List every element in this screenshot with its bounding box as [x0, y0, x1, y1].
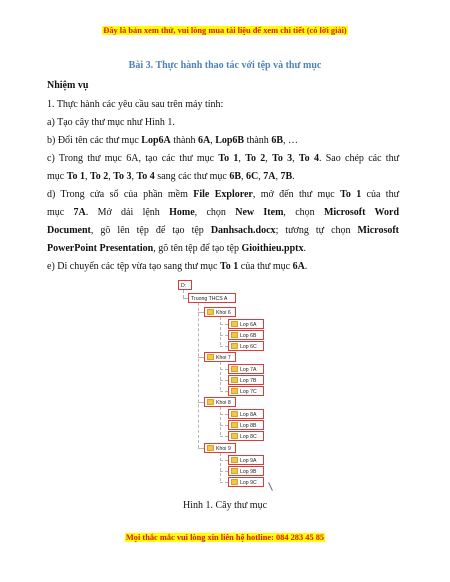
tree-node-class	[228, 431, 264, 441]
text-run: , chọn	[194, 207, 236, 218]
text-run: ,	[108, 171, 114, 182]
text-run: , gõ lên tệp để tạo tệp	[90, 225, 211, 236]
text-run: ,	[210, 135, 216, 146]
folder-icon	[231, 343, 238, 349]
bold-term: To 1	[340, 189, 362, 200]
folder-icon	[207, 445, 214, 451]
folder-icon	[207, 399, 214, 405]
node-label: Khoi 8	[216, 400, 231, 406]
text-run: của thư	[361, 189, 399, 200]
text-run: ,	[275, 171, 281, 182]
text-run: của thư mục	[238, 261, 293, 272]
tree-connector	[220, 414, 228, 415]
bold-term: 6C	[246, 171, 259, 182]
tree-connector	[220, 369, 228, 370]
folder-icon	[207, 354, 214, 360]
folder-icon	[231, 332, 238, 338]
tree-node-class	[228, 386, 264, 396]
text-run: c) Trong thư mục 6A, tạo các thư mục	[47, 153, 219, 164]
tree-connector	[220, 425, 228, 426]
bold-term: PowerPoint Presentation	[47, 243, 154, 254]
text-run: d) Trong cửa sổ của phần mềm	[47, 189, 194, 200]
tree-connector	[220, 335, 228, 336]
folder-icon	[231, 377, 238, 383]
bold-term: To 2	[89, 171, 109, 182]
bold-term: To 2	[245, 153, 266, 164]
node-label: Khoi 6	[216, 310, 231, 316]
text-run: sang các thư mục	[154, 171, 230, 182]
bottom-banner: Mọi thắc mắc vui lòng xin liên hệ hotline: 084 283 45 85	[125, 533, 325, 542]
bold-term: To 3	[113, 171, 132, 182]
page-title: Bài 3. Thực hành thao tác với tệp và thư mục	[128, 60, 322, 71]
tree-node-class	[228, 455, 264, 465]
text-run: , …	[282, 135, 298, 146]
tree-connector	[220, 362, 221, 390]
text-run: ,	[258, 171, 264, 182]
node-label: Lop 6B	[240, 333, 257, 339]
folder-icon	[231, 411, 238, 417]
tree-node-class	[228, 409, 264, 419]
bold-term: File Explorer	[193, 189, 253, 200]
text-line	[47, 116, 399, 129]
bold-term: To 3	[272, 153, 293, 164]
node-label: Lop 6A	[240, 322, 257, 328]
folder-icon	[207, 309, 214, 315]
text-run: ; tương tự chọn	[275, 225, 358, 236]
text-line	[47, 134, 399, 147]
tree-connector	[198, 303, 199, 448]
tree-connector	[220, 482, 228, 483]
text-run: , chọn	[283, 207, 324, 218]
text-run: .	[304, 261, 308, 272]
bold-term: 7A	[73, 207, 86, 218]
text-line	[47, 206, 399, 219]
bold-term: To 1	[66, 171, 85, 182]
text-line	[47, 152, 399, 165]
node-label: Khoi 7	[216, 355, 231, 361]
bold-term: Document	[47, 225, 91, 236]
tree-node-class	[228, 420, 264, 430]
folder-icon	[231, 457, 238, 463]
node-label: Lop 8B	[240, 423, 257, 429]
bold-term: 6A	[197, 135, 211, 146]
bold-term: To 1	[218, 153, 239, 164]
tree-node-class	[228, 364, 264, 374]
folder-icon	[231, 388, 238, 394]
node-label: Lop 7A	[240, 367, 257, 373]
tree-node-grade	[204, 397, 236, 407]
bold-term: 7B	[280, 171, 293, 182]
text-run: , gõ tên tệp để tạo tệp	[153, 243, 242, 254]
node-label: Lop 7B	[240, 378, 257, 384]
node-label: Lop 6C	[240, 344, 257, 350]
bold-term: Microsoft Word	[323, 207, 400, 218]
bold-term: 6A	[292, 261, 305, 272]
tree-connector	[220, 380, 228, 381]
directory-tree-figure	[176, 276, 276, 494]
text-run: 1. Thực hành các yêu cầu sau trên máy tính:	[47, 99, 224, 110]
bold-term: Home	[169, 207, 195, 218]
tree-connector	[220, 407, 221, 435]
tree-node-class	[228, 466, 264, 476]
text-run: a) Tạo cây thư mục như Hình 1.	[47, 117, 175, 128]
text-line	[47, 242, 399, 255]
bold-term: Danhsach.docx	[210, 225, 276, 236]
tree-node-grade	[204, 307, 236, 317]
bold-term: 7A	[263, 171, 276, 182]
text-run: e) Di chuyển các tệp vừa tạo sang thư mục	[47, 261, 220, 272]
tree-node-grade	[204, 352, 236, 362]
tree-node-class	[228, 341, 264, 351]
folder-icon	[231, 433, 238, 439]
bold-term: 6B	[271, 135, 283, 146]
text-line	[47, 98, 399, 111]
text-run: , mở đến thư mục	[252, 189, 341, 200]
bold-term: Microsoft	[357, 225, 399, 236]
text-run: ,	[238, 153, 246, 164]
bold-term: To 4	[298, 153, 319, 164]
tree-node-class	[228, 319, 264, 329]
folder-icon	[231, 321, 238, 327]
tree-connector	[220, 324, 228, 325]
tree-connector	[220, 317, 221, 345]
tree-connector	[183, 298, 188, 299]
folder-icon	[231, 422, 238, 428]
text-run: ,	[241, 171, 247, 182]
text-run: . Mở dải lệnh	[85, 207, 170, 218]
text-run: mục	[47, 171, 67, 182]
node-label: Lop 9A	[240, 458, 257, 464]
tree-connector	[220, 346, 228, 347]
bold-term: Gioithieu.pptx	[241, 243, 304, 254]
text-run: mục	[47, 207, 74, 218]
folder-icon	[231, 468, 238, 474]
tree-node-root	[178, 280, 192, 290]
folder-icon	[231, 366, 238, 372]
text-run: ,	[131, 171, 137, 182]
tree-node-grade	[204, 443, 236, 453]
figure-caption: Hình 1. Cây thư mục	[182, 500, 268, 511]
text-run: .	[303, 243, 306, 254]
text-run: ,	[84, 171, 90, 182]
node-label: Truong THCS A	[191, 296, 228, 302]
node-label: Khoi 9	[216, 446, 231, 452]
text-run: . Sao chép các thư	[318, 153, 399, 164]
section-heading: Nhiệm vụ	[47, 80, 89, 91]
tree-connector	[183, 290, 184, 298]
tree-node-class	[228, 477, 264, 487]
text-line	[47, 188, 399, 201]
text-run: ,	[265, 153, 273, 164]
bold-term: To 1	[220, 261, 239, 272]
tree-connector	[220, 460, 228, 461]
bold-term: Lop6B	[215, 135, 245, 146]
text-run: .	[292, 171, 295, 182]
text-run: b) Đổi tên các thư mục	[47, 135, 142, 146]
node-label: Lop 8A	[240, 412, 257, 418]
text-run: thành	[170, 135, 198, 146]
node-label: Lop 9C	[240, 480, 257, 486]
node-label: Lop 8C	[240, 434, 257, 440]
bold-term: Lop6A	[141, 135, 171, 146]
node-label: Lop 7C	[240, 389, 257, 395]
node-label: Lop 9B	[240, 469, 257, 475]
tree-node-school	[188, 293, 236, 303]
tree-connector	[220, 471, 228, 472]
tree-connector	[220, 391, 228, 392]
text-line	[47, 260, 399, 273]
text-run: thành	[244, 135, 272, 146]
tree-node-class	[228, 330, 264, 340]
tree-connector	[220, 436, 228, 437]
node-label: D:	[181, 283, 187, 289]
bold-term: To 4	[136, 171, 155, 182]
text-line	[47, 224, 399, 237]
bold-term: New Item	[235, 207, 284, 218]
bold-term: 6B	[229, 171, 242, 182]
tree-node-class	[228, 375, 264, 385]
text-run: ,	[292, 153, 299, 164]
top-banner: Đây là bản xem thử, vui lòng mua tài liệu để xem chi tiết (có lời giải)	[103, 26, 347, 35]
text-line	[47, 170, 399, 183]
tree-connector	[220, 453, 221, 481]
folder-icon	[231, 479, 238, 485]
